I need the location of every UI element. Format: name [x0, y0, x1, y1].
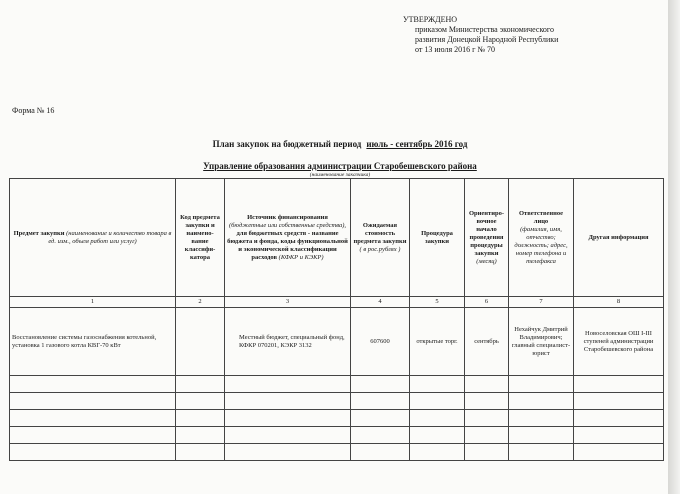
cell-procedure: открытые торг.: [410, 308, 465, 376]
table-row-empty: [10, 376, 664, 393]
col-header-funding-note: (бюджетные или собственные средства),: [228, 221, 347, 229]
cell-code: [176, 308, 225, 376]
column-number: 3: [225, 297, 351, 308]
table-row-empty: [10, 393, 664, 410]
cell-other: Новоселовская ОШ I-III ступеней администрации Старобешевского района: [574, 308, 664, 376]
col-header-subject-note: (наименование и количество товара в ед. изм., объем работ или услуг): [48, 229, 172, 245]
table-row-empty: [10, 444, 664, 461]
col-header-start-note: (месяц): [476, 257, 497, 265]
col-header-funding-extra: для бюджетных средств - название бюджета и фонда, коды функциональной и экономической классификации расходов: [227, 229, 348, 261]
column-number: 2: [176, 297, 225, 308]
column-number: 7: [509, 297, 574, 308]
col-header-cost-note: ( в рос.рублях ): [359, 245, 401, 253]
col-header-other-title: Другая информация: [588, 233, 649, 241]
column-number: 1: [10, 297, 176, 308]
organization-name: Управление образования администрации Старобешевского района: [203, 161, 477, 171]
page-edge-shadow: [668, 0, 680, 494]
col-header-funding-title: Источник финансирования: [247, 213, 328, 221]
column-number: 6: [465, 297, 509, 308]
approval-date-line: от 13 июля 2016 г № 70: [415, 45, 496, 54]
approval-stamp: [403, 15, 643, 55]
table-row: [10, 308, 664, 376]
col-header-start-title: Ориентиро-вочное начало проведения процедуры закупки: [468, 209, 504, 257]
approval-order-line: приказом Министерства экономического: [415, 25, 554, 34]
col-header-subject-title: Предмет закупки: [13, 229, 65, 237]
col-header-subject: [10, 179, 176, 297]
cell-start: сентябрь: [465, 308, 509, 376]
cell-responsible: Нехайчук Дмитрий Владимирович; главный специалист-юрист: [509, 308, 574, 376]
procurement-plan-table: [9, 178, 664, 461]
approval-heading: УТВЕРЖДЕНО: [403, 15, 458, 24]
column-number: 5: [410, 297, 465, 308]
cell-subject: Восстановление системы газоснабжения котельной, установка 1 газового котла КВГ-70 кВт: [10, 308, 176, 376]
form-number: Форма № 16: [12, 106, 55, 115]
cell-funding: Местный бюджет, специальный фонд, КФКР 070201, КЭКР 3132: [225, 308, 351, 376]
col-header-responsible-title: Ответственное лицо: [518, 209, 563, 225]
col-header-code: [176, 179, 225, 297]
col-header-procedure-title: Процедура закупки: [421, 229, 453, 245]
col-header-start: [465, 179, 509, 297]
column-number-row: [10, 297, 664, 308]
table-row-empty: [10, 427, 664, 444]
title-period: июль - сентябрь 2016 год: [366, 139, 468, 149]
title-text: План закупок на бюджетный период: [212, 139, 362, 149]
col-header-code-title: Код предмета закупки и наимено-вание классифи-катора: [180, 213, 220, 261]
page-title: [0, 139, 680, 149]
approval-ministry-line: развития Донецкой Народной Республики: [415, 35, 559, 44]
table-row-empty: [10, 410, 664, 427]
cell-cost: 607600: [351, 308, 410, 376]
organization-caption: (наименование заказчика): [309, 172, 371, 178]
col-header-funding: [225, 179, 351, 297]
column-number: 8: [574, 297, 664, 308]
col-header-responsible-note: (фамилия, имя, отчество; должность; адрес, номер телефона и телефакса: [514, 225, 568, 265]
col-header-other: [574, 179, 664, 297]
col-header-cost-title: Ожидаемая стоимость предмета закупки: [353, 221, 407, 245]
col-header-cost: [351, 179, 410, 297]
col-header-funding-extra-note: (КФКР и КЭКР): [278, 253, 324, 261]
col-header-procedure: [410, 179, 465, 297]
header-row: [10, 179, 664, 297]
col-header-responsible: [509, 179, 574, 297]
column-number: 4: [351, 297, 410, 308]
